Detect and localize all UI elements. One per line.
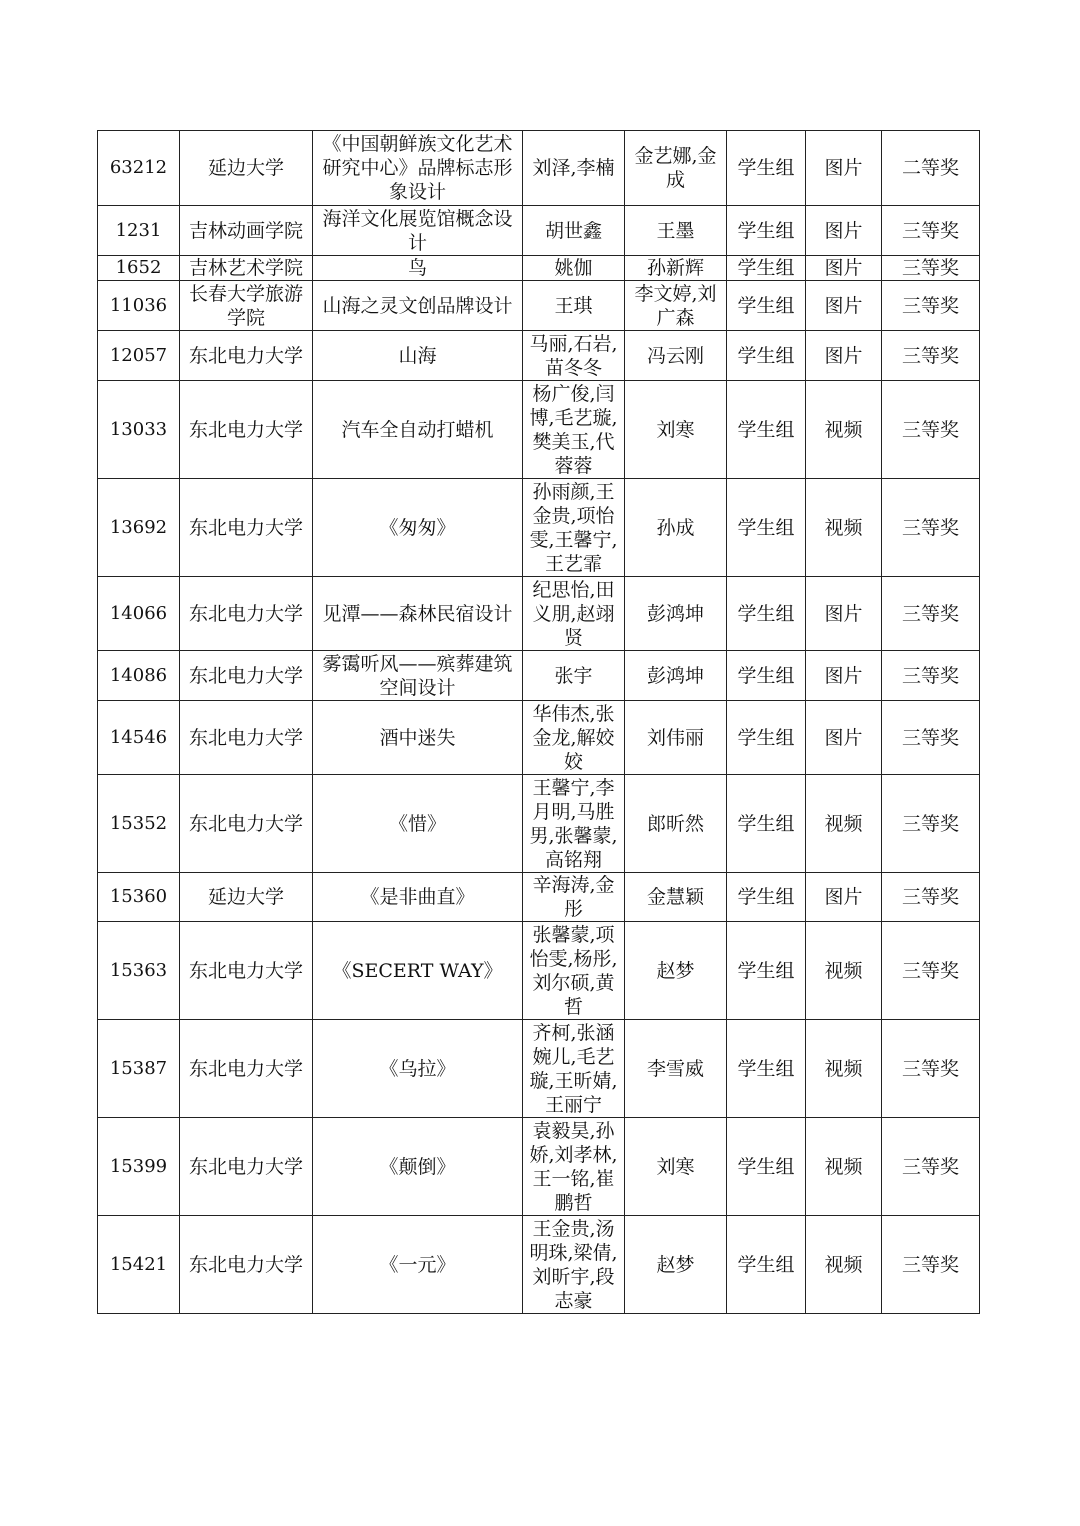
group-cell: 学生组 xyxy=(727,651,806,701)
school-cell: 东北电力大学 xyxy=(180,651,313,701)
members-cell: 纪思怡,田义朋,赵翊贤 xyxy=(523,577,625,651)
title-cell: 《乌拉》 xyxy=(313,1020,523,1118)
award-cell: 三等奖 xyxy=(882,256,980,281)
members-cell: 袁毅昊,孙娇,刘孝林,王一铭,崔鹏哲 xyxy=(523,1118,625,1216)
school-cell: 东北电力大学 xyxy=(180,381,313,479)
type-cell: 图片 xyxy=(806,256,882,281)
table-row xyxy=(98,577,980,651)
id-cell: 14066 xyxy=(98,577,180,651)
advisor-cell: 孙成 xyxy=(625,479,727,577)
table-row xyxy=(98,651,980,701)
school-cell: 东北电力大学 xyxy=(180,1216,313,1314)
id-cell: 15363 xyxy=(98,922,180,1020)
award-cell: 三等奖 xyxy=(882,479,980,577)
table-row xyxy=(98,479,980,577)
title-cell: 《惜》 xyxy=(313,775,523,873)
table-body xyxy=(98,131,980,1314)
type-cell: 图片 xyxy=(806,331,882,381)
members-cell: 华伟杰,张金龙,解姣姣 xyxy=(523,701,625,775)
award-cell: 三等奖 xyxy=(882,651,980,701)
advisor-cell: 刘寒 xyxy=(625,1118,727,1216)
school-cell: 东北电力大学 xyxy=(180,775,313,873)
school-cell: 东北电力大学 xyxy=(180,577,313,651)
title-cell: 雾霭听风——殡葬建筑空间设计 xyxy=(313,651,523,701)
award-table xyxy=(97,130,980,1314)
award-cell: 三等奖 xyxy=(882,701,980,775)
award-cell: 三等奖 xyxy=(882,1118,980,1216)
advisor-cell: 刘寒 xyxy=(625,381,727,479)
award-cell: 三等奖 xyxy=(882,331,980,381)
school-cell: 延边大学 xyxy=(180,873,313,922)
advisor-cell: 金艺娜,金成 xyxy=(625,131,727,206)
table-row xyxy=(98,381,980,479)
advisor-cell: 郎昕然 xyxy=(625,775,727,873)
advisor-cell: 冯云刚 xyxy=(625,331,727,381)
group-cell: 学生组 xyxy=(727,256,806,281)
members-cell: 辛海涛,金彤 xyxy=(523,873,625,922)
table-row xyxy=(98,331,980,381)
school-cell: 东北电力大学 xyxy=(180,1020,313,1118)
table-row xyxy=(98,1118,980,1216)
type-cell: 视频 xyxy=(806,381,882,479)
type-cell: 图片 xyxy=(806,577,882,651)
table-row xyxy=(98,873,980,922)
table-row xyxy=(98,256,980,281)
members-cell: 王金贵,汤明珠,梁倩,刘昕宇,段志豪 xyxy=(523,1216,625,1314)
members-cell: 胡世鑫 xyxy=(523,206,625,256)
award-cell: 三等奖 xyxy=(882,1216,980,1314)
award-cell: 三等奖 xyxy=(882,381,980,479)
advisor-cell: 彭鸿坤 xyxy=(625,577,727,651)
award-cell: 三等奖 xyxy=(882,873,980,922)
id-cell: 63212 xyxy=(98,131,180,206)
table-row xyxy=(98,206,980,256)
title-cell: 酒中迷失 xyxy=(313,701,523,775)
title-cell: 鸟 xyxy=(313,256,523,281)
school-cell: 吉林艺术学院 xyxy=(180,256,313,281)
advisor-cell: 李文婷,刘广森 xyxy=(625,281,727,331)
id-cell: 15352 xyxy=(98,775,180,873)
advisor-cell: 金慧颖 xyxy=(625,873,727,922)
type-cell: 图片 xyxy=(806,281,882,331)
table-row xyxy=(98,131,980,206)
group-cell: 学生组 xyxy=(727,381,806,479)
type-cell: 图片 xyxy=(806,131,882,206)
title-cell: 山海 xyxy=(313,331,523,381)
award-cell: 三等奖 xyxy=(882,922,980,1020)
award-cell: 三等奖 xyxy=(882,577,980,651)
members-cell: 孙雨颜,王金贵,项怡雯,王馨宁,王艺霏 xyxy=(523,479,625,577)
title-cell: 《匆匆》 xyxy=(313,479,523,577)
title-cell: 山海之灵文创品牌设计 xyxy=(313,281,523,331)
title-cell: 海洋文化展览馆概念设计 xyxy=(313,206,523,256)
table-row xyxy=(98,1020,980,1118)
type-cell: 视频 xyxy=(806,775,882,873)
school-cell: 长春大学旅游学院 xyxy=(180,281,313,331)
school-cell: 延边大学 xyxy=(180,131,313,206)
members-cell: 王馨宁,李月明,马胜男,张馨蒙,高铭翔 xyxy=(523,775,625,873)
advisor-cell: 彭鸿坤 xyxy=(625,651,727,701)
group-cell: 学生组 xyxy=(727,1216,806,1314)
id-cell: 13033 xyxy=(98,381,180,479)
type-cell: 视频 xyxy=(806,1118,882,1216)
type-cell: 图片 xyxy=(806,701,882,775)
title-cell: 《一元》 xyxy=(313,1216,523,1314)
id-cell: 14546 xyxy=(98,701,180,775)
type-cell: 图片 xyxy=(806,651,882,701)
id-cell: 15421 xyxy=(98,1216,180,1314)
members-cell: 张馨蒙,项怡雯,杨彤,刘尔硕,黄哲 xyxy=(523,922,625,1020)
members-cell: 刘泽,李楠 xyxy=(523,131,625,206)
group-cell: 学生组 xyxy=(727,775,806,873)
advisor-cell: 赵梦 xyxy=(625,1216,727,1314)
group-cell: 学生组 xyxy=(727,331,806,381)
award-cell: 三等奖 xyxy=(882,281,980,331)
school-cell: 东北电力大学 xyxy=(180,701,313,775)
members-cell: 杨广俊,闫博,毛艺璇,樊美玉,代蓉蓉 xyxy=(523,381,625,479)
table-row xyxy=(98,281,980,331)
id-cell: 15360 xyxy=(98,873,180,922)
table-row xyxy=(98,775,980,873)
school-cell: 东北电力大学 xyxy=(180,922,313,1020)
advisor-cell: 李雪威 xyxy=(625,1020,727,1118)
table-row xyxy=(98,922,980,1020)
type-cell: 视频 xyxy=(806,1216,882,1314)
members-cell: 齐柯,张涵婉儿,毛艺璇,王昕婧,王丽宁 xyxy=(523,1020,625,1118)
id-cell: 12057 xyxy=(98,331,180,381)
group-cell: 学生组 xyxy=(727,1020,806,1118)
title-cell: 《SECERT WAY》 xyxy=(313,922,523,1020)
group-cell: 学生组 xyxy=(727,577,806,651)
group-cell: 学生组 xyxy=(727,873,806,922)
table-row xyxy=(98,701,980,775)
school-cell: 东北电力大学 xyxy=(180,331,313,381)
title-cell: 《是非曲直》 xyxy=(313,873,523,922)
title-cell: 汽车全自动打蜡机 xyxy=(313,381,523,479)
advisor-cell: 刘伟丽 xyxy=(625,701,727,775)
title-cell: 《颠倒》 xyxy=(313,1118,523,1216)
id-cell: 15399 xyxy=(98,1118,180,1216)
type-cell: 图片 xyxy=(806,206,882,256)
advisor-cell: 赵梦 xyxy=(625,922,727,1020)
members-cell: 马丽,石岩,苗冬冬 xyxy=(523,331,625,381)
type-cell: 视频 xyxy=(806,922,882,1020)
members-cell: 张宇 xyxy=(523,651,625,701)
award-cell: 三等奖 xyxy=(882,775,980,873)
type-cell: 图片 xyxy=(806,873,882,922)
members-cell: 姚伽 xyxy=(523,256,625,281)
group-cell: 学生组 xyxy=(727,1118,806,1216)
title-cell: 见潭——森林民宿设计 xyxy=(313,577,523,651)
school-cell: 吉林动画学院 xyxy=(180,206,313,256)
id-cell: 1652 xyxy=(98,256,180,281)
advisor-cell: 王墨 xyxy=(625,206,727,256)
school-cell: 东北电力大学 xyxy=(180,1118,313,1216)
id-cell: 15387 xyxy=(98,1020,180,1118)
id-cell: 13692 xyxy=(98,479,180,577)
school-cell: 东北电力大学 xyxy=(180,479,313,577)
type-cell: 视频 xyxy=(806,1020,882,1118)
id-cell: 1231 xyxy=(98,206,180,256)
type-cell: 视频 xyxy=(806,479,882,577)
group-cell: 学生组 xyxy=(727,922,806,1020)
advisor-cell: 孙新辉 xyxy=(625,256,727,281)
group-cell: 学生组 xyxy=(727,479,806,577)
title-cell: 《中国朝鲜族文化艺术研究中心》品牌标志形象设计 xyxy=(313,131,523,206)
group-cell: 学生组 xyxy=(727,206,806,256)
id-cell: 14086 xyxy=(98,651,180,701)
group-cell: 学生组 xyxy=(727,281,806,331)
award-cell: 二等奖 xyxy=(882,131,980,206)
group-cell: 学生组 xyxy=(727,131,806,206)
award-cell: 三等奖 xyxy=(882,206,980,256)
table-row xyxy=(98,1216,980,1314)
award-cell: 三等奖 xyxy=(882,1020,980,1118)
id-cell: 11036 xyxy=(98,281,180,331)
group-cell: 学生组 xyxy=(727,701,806,775)
members-cell: 王琪 xyxy=(523,281,625,331)
